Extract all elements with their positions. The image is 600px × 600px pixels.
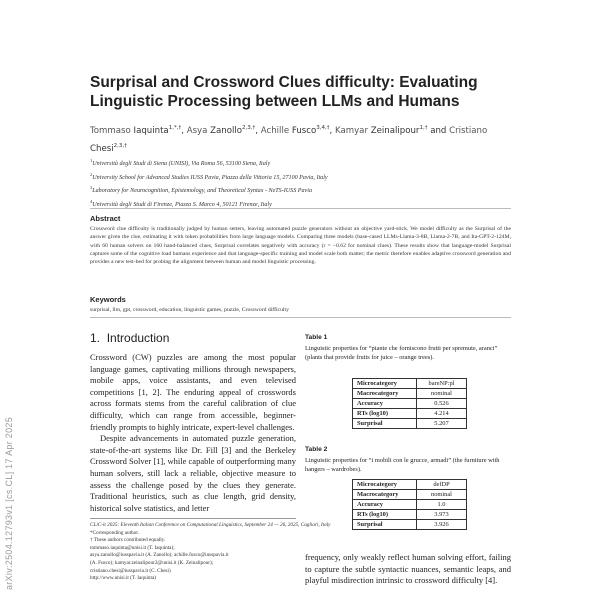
author-affiliation-marks: 1,†: [419, 125, 428, 131]
author-name: [335, 126, 428, 136]
footnote-email: asya.zanollo@iusspavia.it (A. Zanollo); achille.fusco@iusspavia.it: [90, 552, 229, 559]
author-family-name: Iaquinta: [133, 126, 169, 136]
footnote-equal-contribution: † These authors contributed equally.: [90, 537, 166, 544]
property-value: 5.207: [417, 419, 467, 429]
right-column-paragraph: frequency, only weakly reflect human solving effort, failing to capture the subtle syntactic nuances, semantic leaps, and playful misdirection intrinsic to crossword difficulty [4].: [305, 552, 511, 586]
property-name: Macrocategory: [353, 490, 417, 500]
property-value: bareNP:pl: [417, 379, 467, 389]
author-family-name: Chesi: [90, 144, 114, 154]
author-list: Tommaso Iaquinta$^{1,*,\dagger}$, Asya Zanollo$^{2,3,\dagger}$, Achille Fusco$^{3,4,\dagger}$, Kamyar Zeinalipour$^{1,\dagger}$ and Cristiano Chesi$^{2,3,\dagger}$: [90, 125, 488, 154]
author-given-name: Tommaso: [90, 126, 131, 136]
paper-title: Surprisal and Crossword Clues difficulty: Evaluating Linguistic Processing between LLMs and Humans: [90, 74, 478, 110]
property-value: 3.926: [417, 520, 467, 530]
table2-caption: [305, 446, 513, 474]
footnote-email: tommaso.iaquinta@unisi.it (T. Iaquinta);: [90, 544, 175, 551]
table1: [352, 378, 467, 429]
affiliation-text: University School for Advanced Studies IUSS Pavia, Piazza della Vittoria 15, 27100 Pavia, Italy: [92, 174, 328, 181]
keywords-heading: Keywords: [90, 295, 126, 304]
section-number: 1.: [90, 331, 101, 345]
affiliation-mark: 4: [90, 198, 93, 204]
property-name: Macrocategory: [353, 389, 417, 399]
table1-label: Table 1: [305, 334, 328, 341]
author-given-name: Asya: [186, 126, 208, 136]
abstract-heading: Abstract: [90, 214, 121, 223]
table-row: [353, 510, 467, 520]
affiliation-mark: 2: [90, 171, 93, 177]
table1-caption: [305, 334, 513, 362]
table-row: [353, 379, 467, 389]
table-row: [353, 490, 467, 500]
property-name: Accuracy: [353, 500, 417, 510]
author-affiliation-marks: 1,*,†: [168, 125, 182, 131]
property-name: Surprisal: [353, 419, 417, 429]
author-given-name: Achille: [260, 126, 290, 136]
footnotes: [90, 518, 331, 583]
author-name: [187, 126, 256, 136]
affiliation-list: [90, 156, 510, 210]
table-row: [353, 520, 467, 530]
author-given-name: Kamyar: [334, 126, 368, 136]
keywords-text: surprisal, llm, gpt, crossword, education, linguistic games, puzzle, Crossword difficulty: [90, 307, 289, 313]
author-family-name: Fusco: [291, 126, 317, 136]
property-name: RTs (log10): [353, 409, 417, 419]
property-value: defDP: [417, 480, 467, 490]
footnote-email: cristiano.chesi@iusspavia.it (C. Chesi): [90, 567, 171, 574]
abstract-text: Crossword clue difficulty is traditionally judged by human setters, leaving automated puzzle generators without an objective yard-stick. We model difficulty as the Surprisal of the answer given the clue, estimating it with token probabilities from large language models. Comparing three models (base-cased LLMs-Llama-3-8B, Llama-2-7B, and Ita-GPT-2-124M, with 60 human solvers on 160 hand-balanced clues, Surprisal correlates negatively with accuracy (r = −0.62 for nominal clues). These results show that language-model Surprisal captures some of the cognitive load humans experience and that language-specific training and model scale both matter; the metric therefore enables adaptive crossword generation and provides a new test-bed for probing the alignment between human and model linguistic processing.: [90, 226, 511, 266]
property-value: 3.973: [417, 510, 467, 520]
footnote-conference: CLiC-it 2025: Eleventh Italian Conference on Computational Linguistics, September 24 — 26, 2025, Cagliari, Italy: [90, 522, 331, 528]
affiliation-mark: 3: [90, 185, 93, 190]
affiliation: [90, 170, 510, 184]
author-given-name: Cristiano: [449, 126, 488, 136]
table-row: [353, 389, 467, 399]
arxiv-identifier: arXiv:2504.12793v1 [cs.CL] 17 Apr 2025: [4, 416, 14, 590]
author-affiliation-marks: 2,3,†: [113, 143, 127, 149]
property-value: 1.0: [417, 500, 467, 510]
property-value: 0.526: [417, 399, 467, 409]
author-affiliation-marks: 2,3,†: [242, 125, 256, 131]
table2-label: Table 2: [305, 446, 328, 453]
footnote-corresponding: *Corresponding author.: [90, 529, 139, 536]
arxiv-side-stamp: [4, 330, 18, 600]
section-heading: [90, 331, 169, 345]
table-row: [353, 480, 467, 490]
affiliation-text: Università degli Studi di Firenze, Piazza S. Marco 4, 50121 Firenze, Italy: [92, 201, 272, 208]
affiliation: [90, 183, 510, 197]
intro-paragraph: Despite advancements in automated puzzle generation, state-of-the-art systems like Dr. Fill [3] and the Berkeley Crossword Solver [1], while capable of outperforming many human solvers, still lack a reliable, objective measure to assess the challenge posed by the clues they generate. Traditional heuristics, such as clue length, grid density, historical solve statistics, and letter: [90, 433, 296, 513]
table2: [352, 479, 467, 530]
affiliation: [90, 156, 510, 170]
author-affiliation-marks: 3,4,†: [316, 125, 330, 131]
table1-caption-text: Linguistic properties for “piante che forniscono frutti per spremute, aranci” (plants that provide fruits for juice – orange trees).: [305, 344, 498, 361]
table-row: [353, 419, 467, 429]
author-name: [90, 126, 181, 136]
author-name: [261, 126, 330, 136]
footnote-url: http://www.unisi.it (T. Iaquinta): [90, 575, 156, 582]
property-name: Accuracy: [353, 399, 417, 409]
property-value: nominal: [417, 389, 467, 399]
table-row: [353, 409, 467, 419]
intro-column: [90, 352, 296, 514]
property-value: nominal: [417, 490, 467, 500]
table-row: [353, 399, 467, 409]
table2-caption-text: Linguistic properties for “i mobili con le grucce, armadi” (the furniture with hangers – wardrobes).: [305, 456, 500, 473]
affiliation-mark: 1: [90, 158, 93, 163]
author-family-name: Zeinalipour: [370, 126, 420, 136]
property-name: Microcategory: [353, 480, 417, 490]
property-name: RTs (log10): [353, 510, 417, 520]
property-name: Microcategory: [353, 379, 417, 389]
affiliation-text: Laboratory for Neurocognition, Epistemology, and Theoretical Syntax - NeTS-IUSS Pavia: [92, 188, 312, 194]
section-title: Introduction: [106, 331, 170, 345]
table-row: [353, 500, 467, 510]
intro-paragraph: Crossword (CW) puzzles are among the most popular language games, captivating millions through newspapers, mobile apps, voice assistants, and even televised competitions [1, 2]. The enduring appeal of crosswords across formats stems from the careful calibration of clue difficulty, which can range from accessible, beginner-friendly prompts to highly intricate, expert-level challenges.: [90, 352, 296, 432]
author-family-name: Zanollo: [210, 126, 243, 136]
author-conjunction: and: [430, 126, 447, 136]
footnote-email: (A. Fusco); kamyar.zeinalipour2@unisi.it (K. Zeinalipour);: [90, 559, 214, 566]
affiliation-text: Università degli Studi di Siena (UNISI), Via Roma 56, 53100 Siena, Italy: [92, 161, 271, 167]
property-value: 4.214: [417, 409, 467, 419]
property-name: Surprisal: [353, 520, 417, 530]
